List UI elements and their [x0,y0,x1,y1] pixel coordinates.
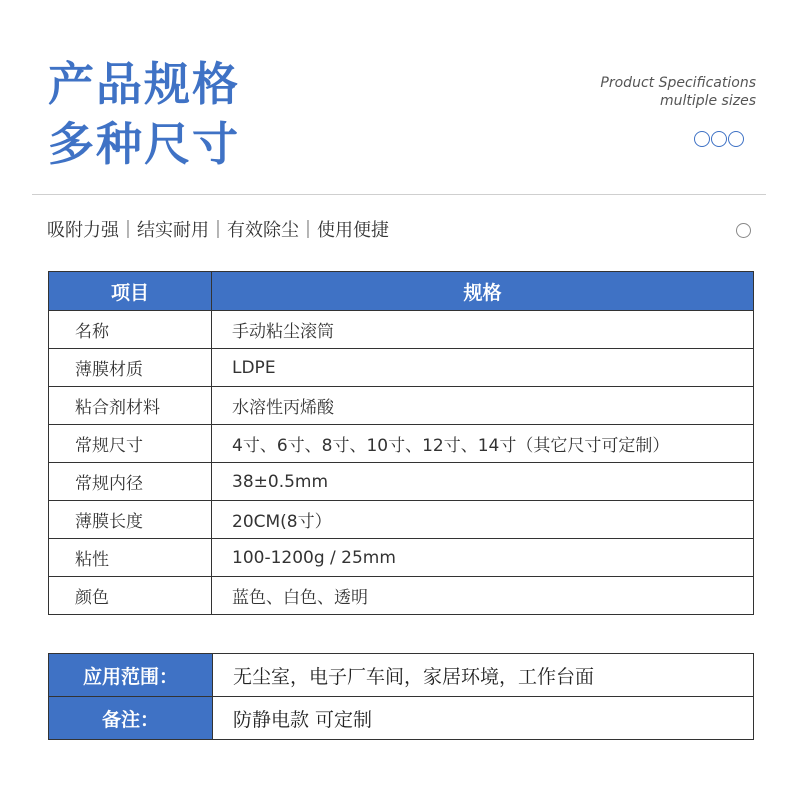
page-title-line-1: 产品规格 [48,57,240,111]
application-label: 应用范围： [49,654,213,697]
row-label: 粘性 [49,539,212,577]
three-circles-icon [694,131,744,147]
english-subtitle-line-1: Product Specifications [600,75,756,91]
table-row [49,697,754,740]
row-value: 手动粘尘滚筒 [212,311,754,349]
table-row [49,463,754,501]
page-title-line-2: 多种尺寸 [48,117,240,171]
row-label: 粘合剂材料 [49,387,212,425]
row-label: 常规尺寸 [49,425,212,463]
spec-table-header [49,272,754,311]
row-value: 水溶性丙烯酸 [212,387,754,425]
table-row [49,349,754,387]
remark-value: 防静电款 可定制 [213,697,754,740]
row-value: 38±0.5mm [212,463,754,501]
row-label: 名称 [49,311,212,349]
circle-icon [728,131,744,147]
english-subtitle-line-2: multiple sizes [659,93,756,109]
table-row [49,425,754,463]
row-label: 颜色 [49,577,212,615]
table-row [49,311,754,349]
column-header-spec: 规格 [212,272,754,311]
row-value: 4寸、6寸、8寸、10寸、12寸、14寸（其它尺寸可定制） [212,425,754,463]
remark-label: 备注： [49,697,213,740]
table-row [49,387,754,425]
circle-icon [736,223,751,238]
column-header-item: 项目 [49,272,212,311]
feature-list: 吸附力强｜结实耐用｜有效除尘｜使用便捷 [47,220,389,241]
row-label: 常规内径 [49,463,212,501]
circle-icon [694,131,710,147]
table-row [49,501,754,539]
table-row [49,654,754,697]
table-row [49,577,754,615]
row-value: LDPE [212,349,754,387]
row-value: 100-1200g / 25mm [212,539,754,577]
header-divider [32,194,766,195]
table-row [49,539,754,577]
info-table [48,653,754,740]
application-value: 无尘室，电子厂车间，家居环境，工作台面 [213,654,754,697]
row-value: 蓝色、白色、透明 [212,577,754,615]
circle-icon [711,131,727,147]
row-label: 薄膜材质 [49,349,212,387]
row-label: 薄膜长度 [49,501,212,539]
row-value: 20CM(8寸） [212,501,754,539]
spec-table [48,271,754,615]
